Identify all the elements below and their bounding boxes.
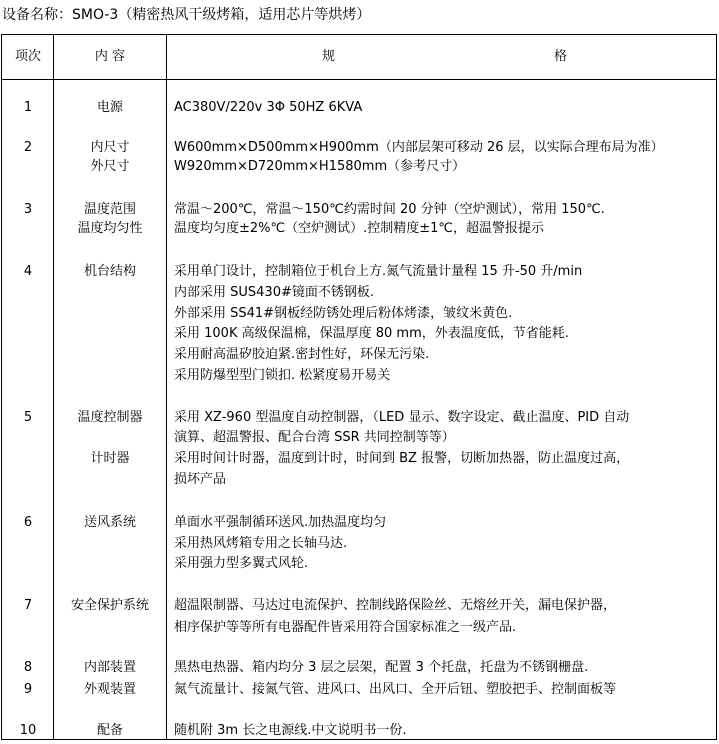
row-3-no: 3	[23, 202, 33, 217]
row-8-item: 内部装置	[83, 660, 136, 675]
header-no: 项次	[14, 49, 41, 64]
row-4-spec: 采用单门设计，控制箱位于机台上方.氮气流量计量程 15 升-50 升/min	[174, 264, 583, 279]
row-7-no: 7	[23, 598, 33, 613]
row-9-item: 外观装置	[83, 682, 136, 697]
row-10-item: 配备	[96, 723, 123, 738]
row-1-spec: AC380V/220v 3Φ 50HZ 6KVA	[174, 100, 363, 115]
row-3-spec: 温度均匀度±2%℃（空炉测试）.控制精度±1℃，超温警报提示	[174, 221, 545, 236]
row-8-no: 8	[23, 660, 33, 675]
row-5-item: 温度控制器	[77, 410, 143, 425]
row-10-no: 10	[19, 723, 37, 738]
row-4-spec: 外部采用 SS41#钢板经防锈处理后粉体烤漆，皱纹米黄色.	[174, 306, 513, 321]
row-4-spec: 内部采用 SUS430#镜面不锈钢板.	[174, 285, 374, 300]
row-5-item: 计时器	[90, 451, 130, 466]
row-4-no: 4	[23, 264, 33, 279]
row-10-spec: 随机附 3m 长之电源线.中文说明书一份.	[174, 723, 407, 738]
row-3-item: 温度均匀性	[77, 221, 143, 236]
row-2-spec: W920mm×D720mm×H1580mm（参考尺寸）	[174, 159, 466, 174]
column-divider	[166, 35, 167, 739]
row-5-no: 5	[23, 410, 33, 425]
row-5-spec: 采用时间计时器，温度到计时，时间到 BZ 报警，切断加热器，防止温度过高，	[174, 451, 630, 466]
row-9-no: 9	[23, 682, 33, 697]
row-8-spec: 黑热电热器、箱内均分 3 层之层架，配置 3 个托盘，托盘为不锈钢栅盘.	[174, 660, 589, 675]
row-4-spec: 采用防爆型型门锁扣. 松紧度易开易关	[174, 368, 391, 383]
row-6-spec: 采用强力型多翼式风轮.	[174, 556, 309, 571]
row-3-item: 温度范围	[83, 202, 136, 217]
row-2-item: 内尺寸	[90, 140, 130, 155]
row-5-spec: 损坏产品	[174, 472, 227, 487]
row-6-spec: 单面水平强制循环送风.加热温度均匀	[174, 515, 387, 530]
document-title: 设备名称：SMO-3（精密热风干级烤箱，适用芯片等烘烤）	[2, 7, 371, 23]
row-2-spec: W600mm×D500mm×H900mm（内部层架可移动 26 层，以实际合理布局为准）	[174, 140, 664, 155]
row-3-spec: 常温～200℃，常温～150℃约需时间 20 分钟（空炉测试），常用 150℃.	[174, 202, 605, 217]
spec-table	[1, 34, 717, 740]
row-1-item: 电源	[96, 100, 123, 115]
row-9-spec: 氮气流量计、接氮气管、进风口、出风口、全开后钮、塑胶把手、控制面板等	[174, 682, 617, 697]
row-7-item: 安全保护系统	[70, 598, 149, 613]
row-4-spec: 采用耐高温矽胶迫紧.密封性好，环保无污染.	[174, 347, 430, 362]
row-6-spec: 采用热风烤箱专用之长轴马达.	[174, 536, 348, 551]
header-spec-left: 规	[322, 49, 336, 64]
row-5-spec: 演算、超温警报、配合台湾 SSR 共同控制等等）	[174, 430, 455, 445]
row-1-no: 1	[23, 100, 33, 115]
header-content: 内 容	[94, 49, 126, 64]
row-2-no: 2	[23, 140, 33, 155]
header-divider	[2, 79, 716, 80]
row-6-item: 送风系统	[83, 515, 136, 530]
row-4-item: 机台结构	[83, 264, 136, 279]
header-spec-right: 格	[554, 49, 568, 64]
row-6-no: 6	[23, 515, 33, 530]
row-7-spec: 相序保护等等所有电器配件皆采用符合国家标准之一级产品.	[174, 620, 517, 635]
row-4-spec: 采用 100K 高级保温棉，保温厚度 80 mm，外表温度低，节省能耗.	[174, 326, 569, 341]
row-7-spec: 超温限制器、马达过电流保护、控制线路保险丝、无熔丝开关，漏电保护器，	[174, 598, 617, 613]
row-5-spec: 采用 XZ-960 型温度自动控制器，（LED 显示、数字设定、截止温度、PID 自动	[174, 410, 630, 425]
row-2-item: 外尺寸	[90, 159, 130, 174]
